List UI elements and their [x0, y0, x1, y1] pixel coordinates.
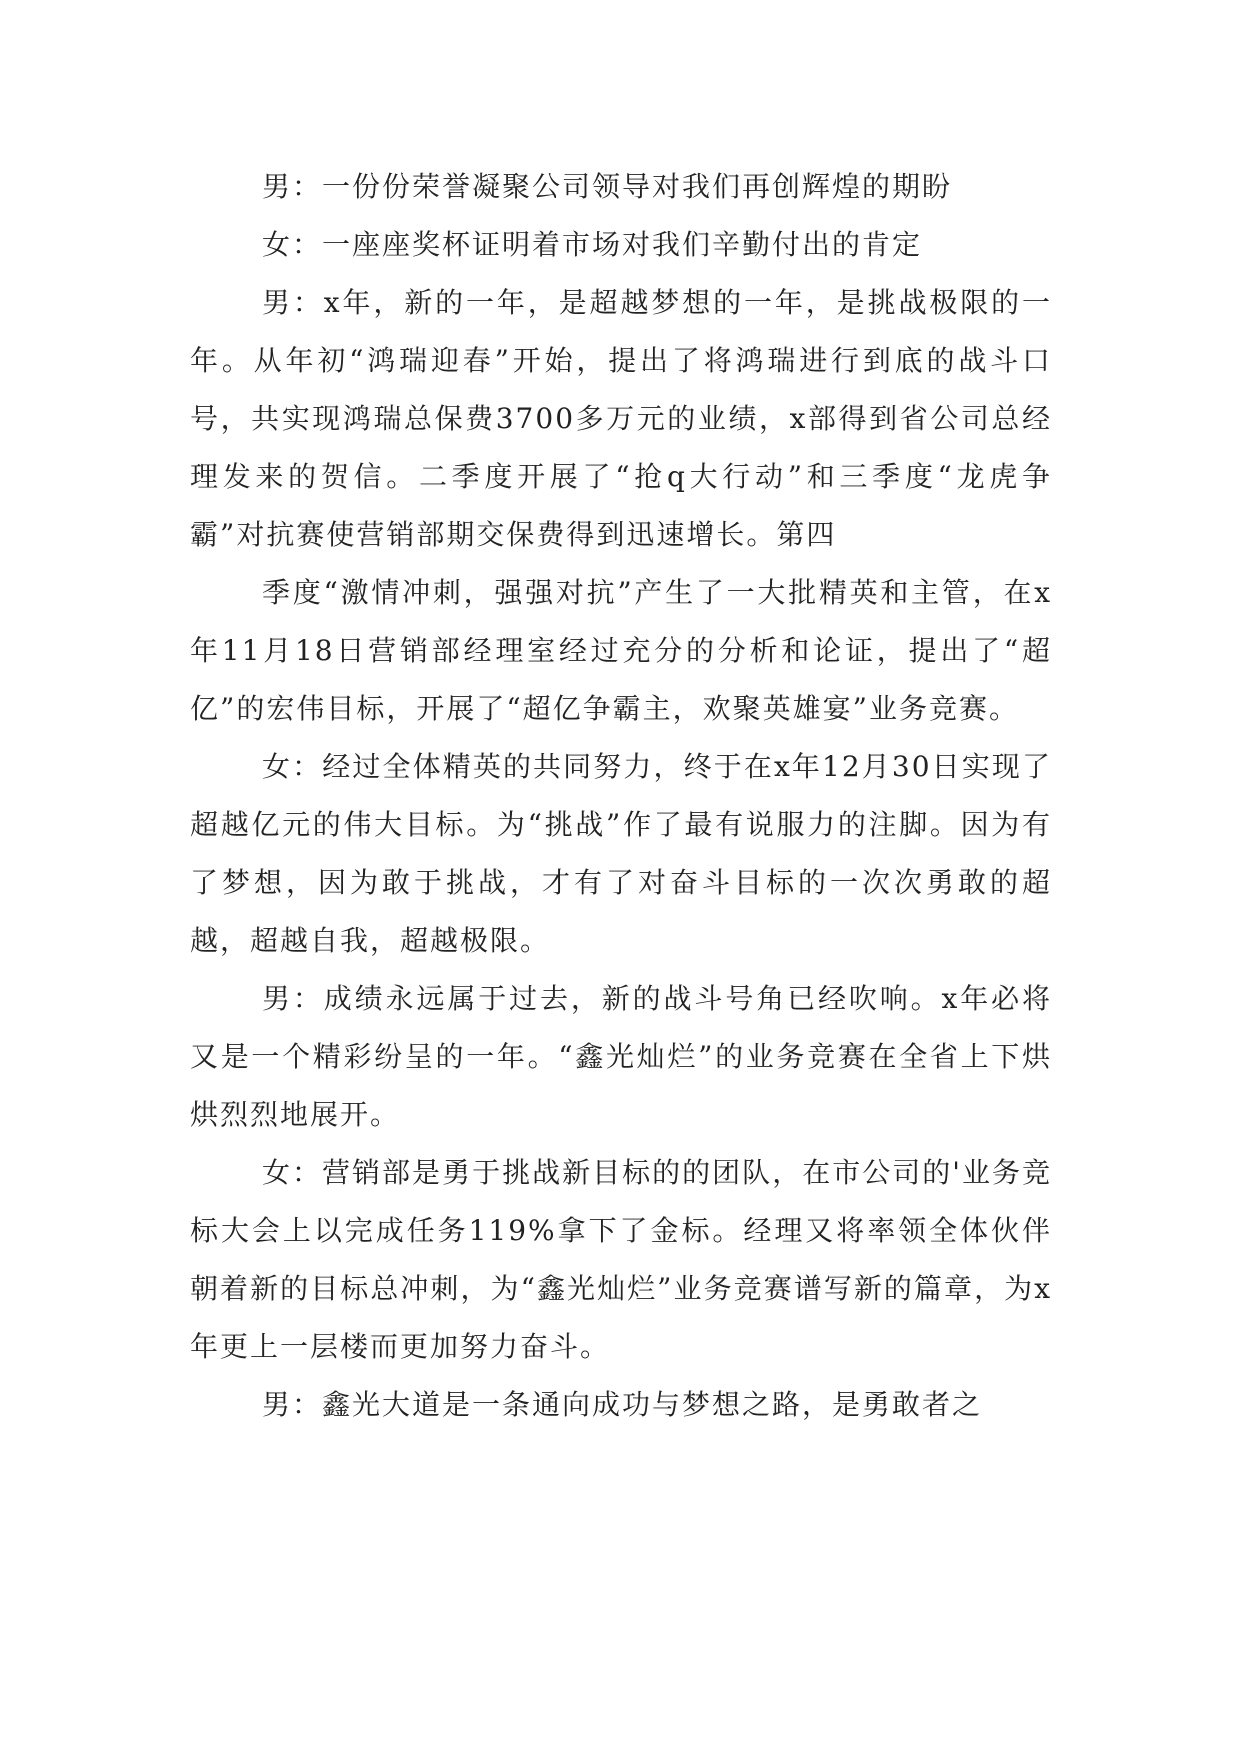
- paragraph-male-new-battle: 男：成绩永远属于过去，新的战斗号角已经吹响。x年必将又是一个精彩纷呈的一年。“鑫光灿烂”的业务竞赛在全省上下烘烘烈烈地展开。: [190, 982, 1052, 1131]
- paragraph-male-honors: 男：一份份荣誉凝聚公司领导对我们再创辉煌的期盼: [262, 170, 953, 203]
- paragraph-male-xinguang-road: 男：鑫光大道是一条通向成功与梦想之路，是勇敢者之: [262, 1388, 983, 1421]
- paragraph-female-trophies: 女：一座座奖杯证明着市场对我们辛勤付出的肯定: [262, 228, 923, 261]
- paragraph-female-gold-bid: 女：营销部是勇于挑战新目标的的团队，在市公司的'业务竞标大会上以完成任务119%拿下了金标。经理又将率领全体伙伴朝着新的目标总冲刺，为“鑫光灿烂”业务竞赛谱写新的篇章，为x年更上一层楼而更加努力奋斗。: [190, 1156, 1052, 1363]
- paragraph-female-goal-achieved: 女：经过全体精英的共同努力，终于在x年12月30日实现了超越亿元的伟大目标。为“挑战”作了最有说服力的注脚。因为有了梦想，因为敢于挑战，才有了对奋斗目标的一次次勇敢的超越，超越自我，超越极限。: [190, 750, 1052, 957]
- paragraph-fourth-quarter: 季度“激情冲刺，强强对抗”产生了一大批精英和主管，在x年11月18日营销部经理室经过充分的分析和论证，提出了“超亿”的宏伟目标，开展了“超亿争霸主，欢聚英雄宴”业务竞赛。: [190, 576, 1052, 725]
- paragraph-male-new-year: 男：x年，新的一年，是超越梦想的一年，是挑战极限的一年。从年初“鸿瑞迎春”开始，提出了将鸿瑞进行到底的战斗口号，共实现鸿瑞总保费3700多万元的业绩，x部得到省公司总经理发来的贺信。二季度开展了“抢q大行动”和三季度“龙虎争霸”对抗赛使营销部期交保费得到迅速增长。第四: [190, 286, 1052, 551]
- document-body: [190, 158, 1052, 1434]
